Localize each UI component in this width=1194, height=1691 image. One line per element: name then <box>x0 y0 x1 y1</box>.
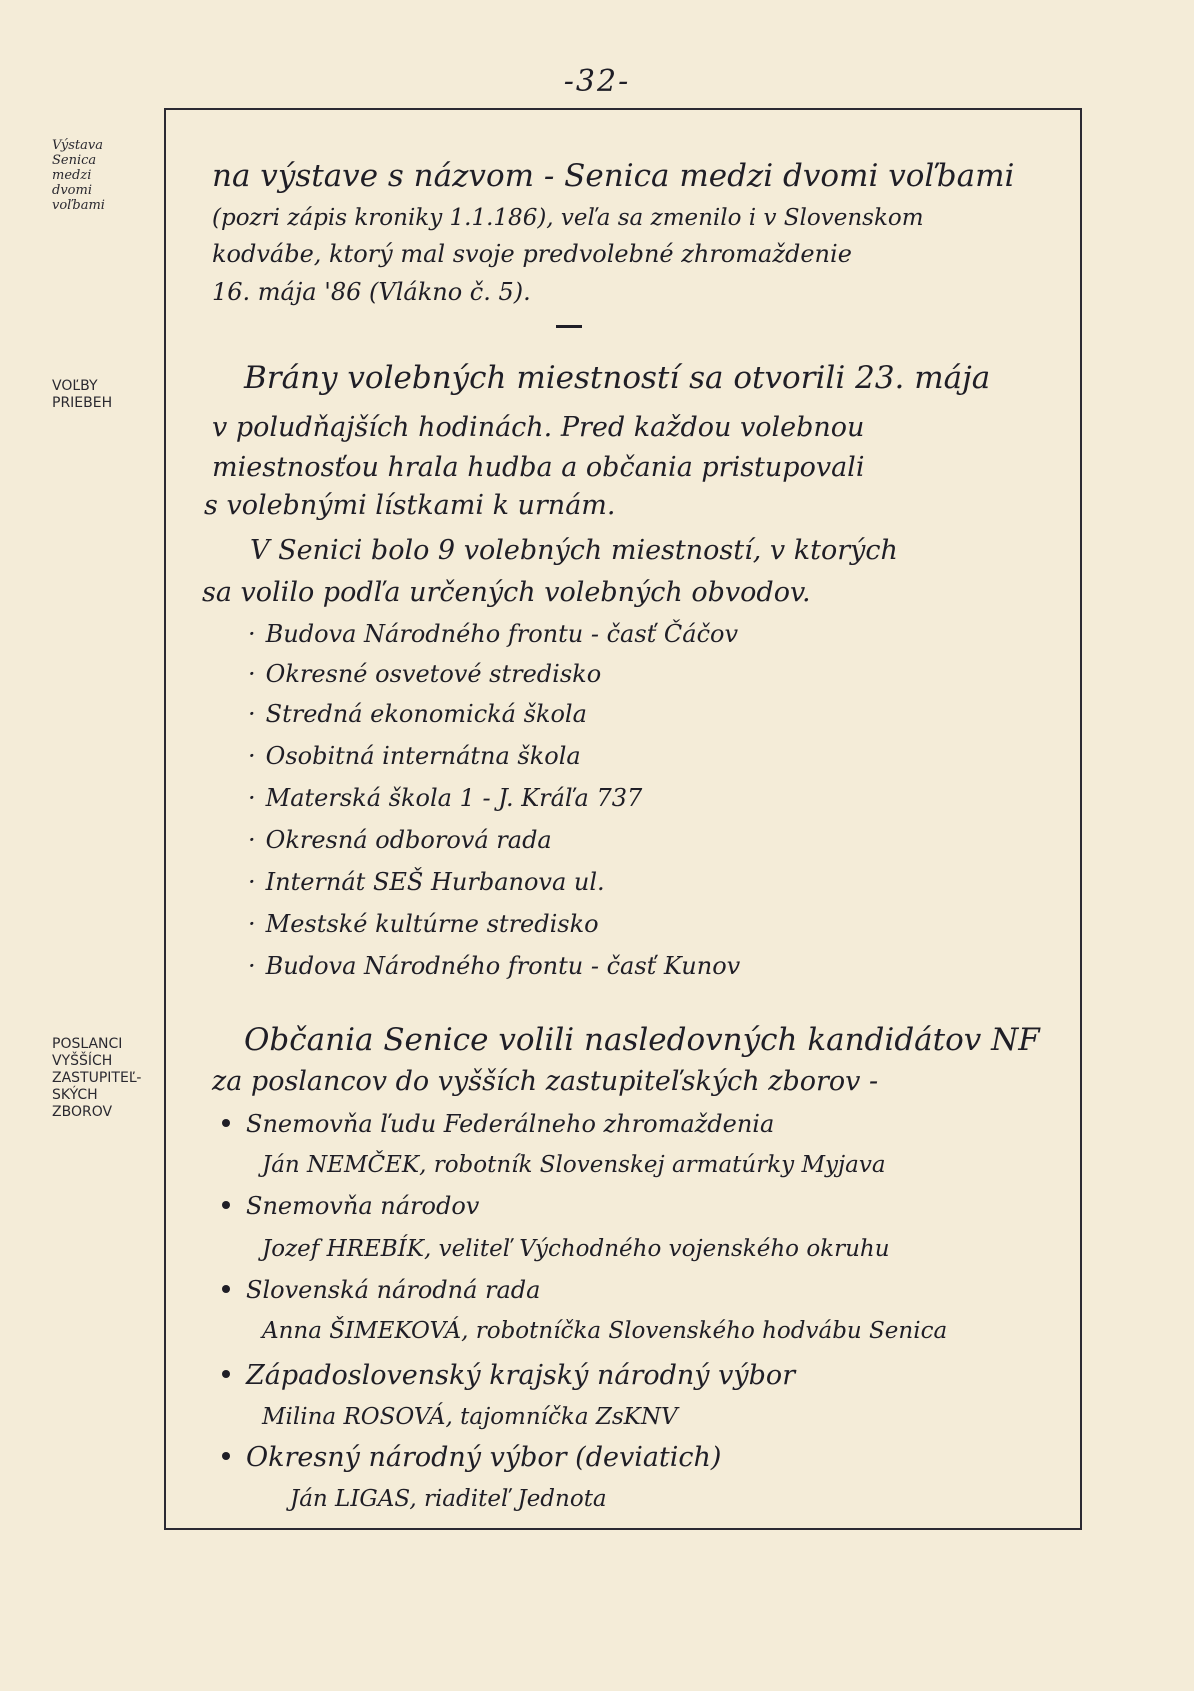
polling-place-label: Budova Národného frontu - časť Kunov <box>265 952 741 980</box>
candidate-body <box>222 1276 540 1304</box>
section-divider <box>556 325 582 328</box>
candidate-body-label: Okresný národný výbor (deviatich) <box>246 1442 722 1473</box>
candidate-body-label: Snemovňa národov <box>246 1192 480 1220</box>
exhibition-line-4: 16. mája '86 (Vlákno č. 5). <box>212 278 531 306</box>
elections-line-1: Brány volebných miestností sa otvorili 23. mája <box>244 360 991 396</box>
elections-line-5: V Senici bolo 9 volebných miestností, v ktorých <box>250 535 898 566</box>
polling-place-label: Materská škola 1 - J. Kráľa 737 <box>265 784 643 812</box>
candidate-person: Milina ROSOVÁ, tajomníčka ZsKNV <box>262 1404 678 1430</box>
bullet-icon: · <box>248 952 256 980</box>
deputies-line-1: Občania Senice volili nasledovných kandidátov NF <box>244 1022 1040 1058</box>
margin-note-exhibition: Výstava Senica medzi dvomi voľbami <box>52 138 105 213</box>
bullet-icon: · <box>248 742 256 770</box>
page-number: -32- <box>563 64 631 99</box>
polling-place-label: Budova Národného frontu - časť Čáčov <box>265 620 739 648</box>
margin-note-deputies: POSLANCI VYŠŠÍCH ZASTUPITEĽ- SKÝCH ZBOROV <box>52 1036 142 1120</box>
candidate-body-label: Západoslovenský krajský národný výbor <box>246 1360 796 1391</box>
polling-place-label: Stredná ekonomická škola <box>265 700 587 728</box>
candidate-body <box>222 1360 795 1391</box>
polling-place-label: Internát SEŠ Hurbanova ul. <box>265 868 605 896</box>
elections-line-2: v poludňajších hodinách. Pred každou volebnou <box>212 412 865 443</box>
candidate-person: Ján LIGAS, riaditeľ Jednota <box>290 1486 607 1512</box>
polling-place-label: Osobitná internátna škola <box>265 742 581 770</box>
bullet-icon <box>222 1452 230 1460</box>
bullet-icon: · <box>248 826 256 854</box>
elections-line-4: s volebnými lístkami k urnám. <box>204 490 616 521</box>
candidate-body <box>222 1192 479 1220</box>
bullet-icon: · <box>248 700 256 728</box>
polling-place-label: Okresné osvetové stredisko <box>265 660 602 688</box>
bullet-icon <box>222 1201 230 1209</box>
candidate-person: Ján NEMČEK, robotník Slovenskej armatúrky Myjava <box>262 1152 886 1178</box>
polling-place-item <box>248 952 740 980</box>
exhibition-line-3: kodvábe, ktorý mal svoje predvolebné zhromaždenie <box>212 240 852 268</box>
polling-place-item <box>248 742 581 770</box>
elections-line-3: miestnosťou hrala hudba a občania pristupovali <box>212 452 865 483</box>
bullet-icon: · <box>248 620 256 648</box>
text-frame <box>164 108 1082 1530</box>
exhibition-line-1: na výstave s názvom - Senica medzi dvomi voľbami <box>212 158 1015 194</box>
candidate-body <box>222 1110 774 1138</box>
candidate-person: Jozef HREBÍK, veliteľ Východného vojenského okruhu <box>262 1236 890 1262</box>
polling-place-item <box>248 620 738 648</box>
polling-place-item <box>248 910 599 938</box>
polling-place-item <box>248 660 601 688</box>
bullet-icon <box>222 1119 230 1127</box>
polling-place-item <box>248 868 605 896</box>
bullet-icon: · <box>248 868 256 896</box>
candidate-body <box>222 1442 721 1473</box>
bullet-icon <box>222 1370 230 1378</box>
bullet-icon: · <box>248 784 256 812</box>
bullet-icon: · <box>248 660 256 688</box>
candidate-person: Anna ŠIMEKOVÁ, robotníčka Slovenského hodvábu Senica <box>262 1318 948 1344</box>
polling-place-label: Okresná odborová rada <box>265 826 552 854</box>
elections-line-6: sa volilo podľa určených volebných obvodov. <box>202 577 811 608</box>
bullet-icon <box>222 1285 230 1293</box>
polling-place-label: Mestské kultúrne stredisko <box>265 910 599 938</box>
margin-note-elections: VOĽBY PRIEBEH <box>52 378 113 411</box>
polling-place-item <box>248 700 587 728</box>
candidate-body-label: Slovenská národná rada <box>246 1276 541 1304</box>
exhibition-line-2: (pozri zápis kroniky 1.1.186), veľa sa zmenilo i v Slovenskom <box>212 205 924 231</box>
deputies-line-2: za poslancov do vyšších zastupiteľských zborov - <box>212 1066 879 1097</box>
polling-place-item <box>248 826 552 854</box>
polling-place-item <box>248 784 642 812</box>
candidate-body-label: Snemovňa ľudu Federálneho zhromaždenia <box>246 1110 775 1138</box>
bullet-icon: · <box>248 910 256 938</box>
